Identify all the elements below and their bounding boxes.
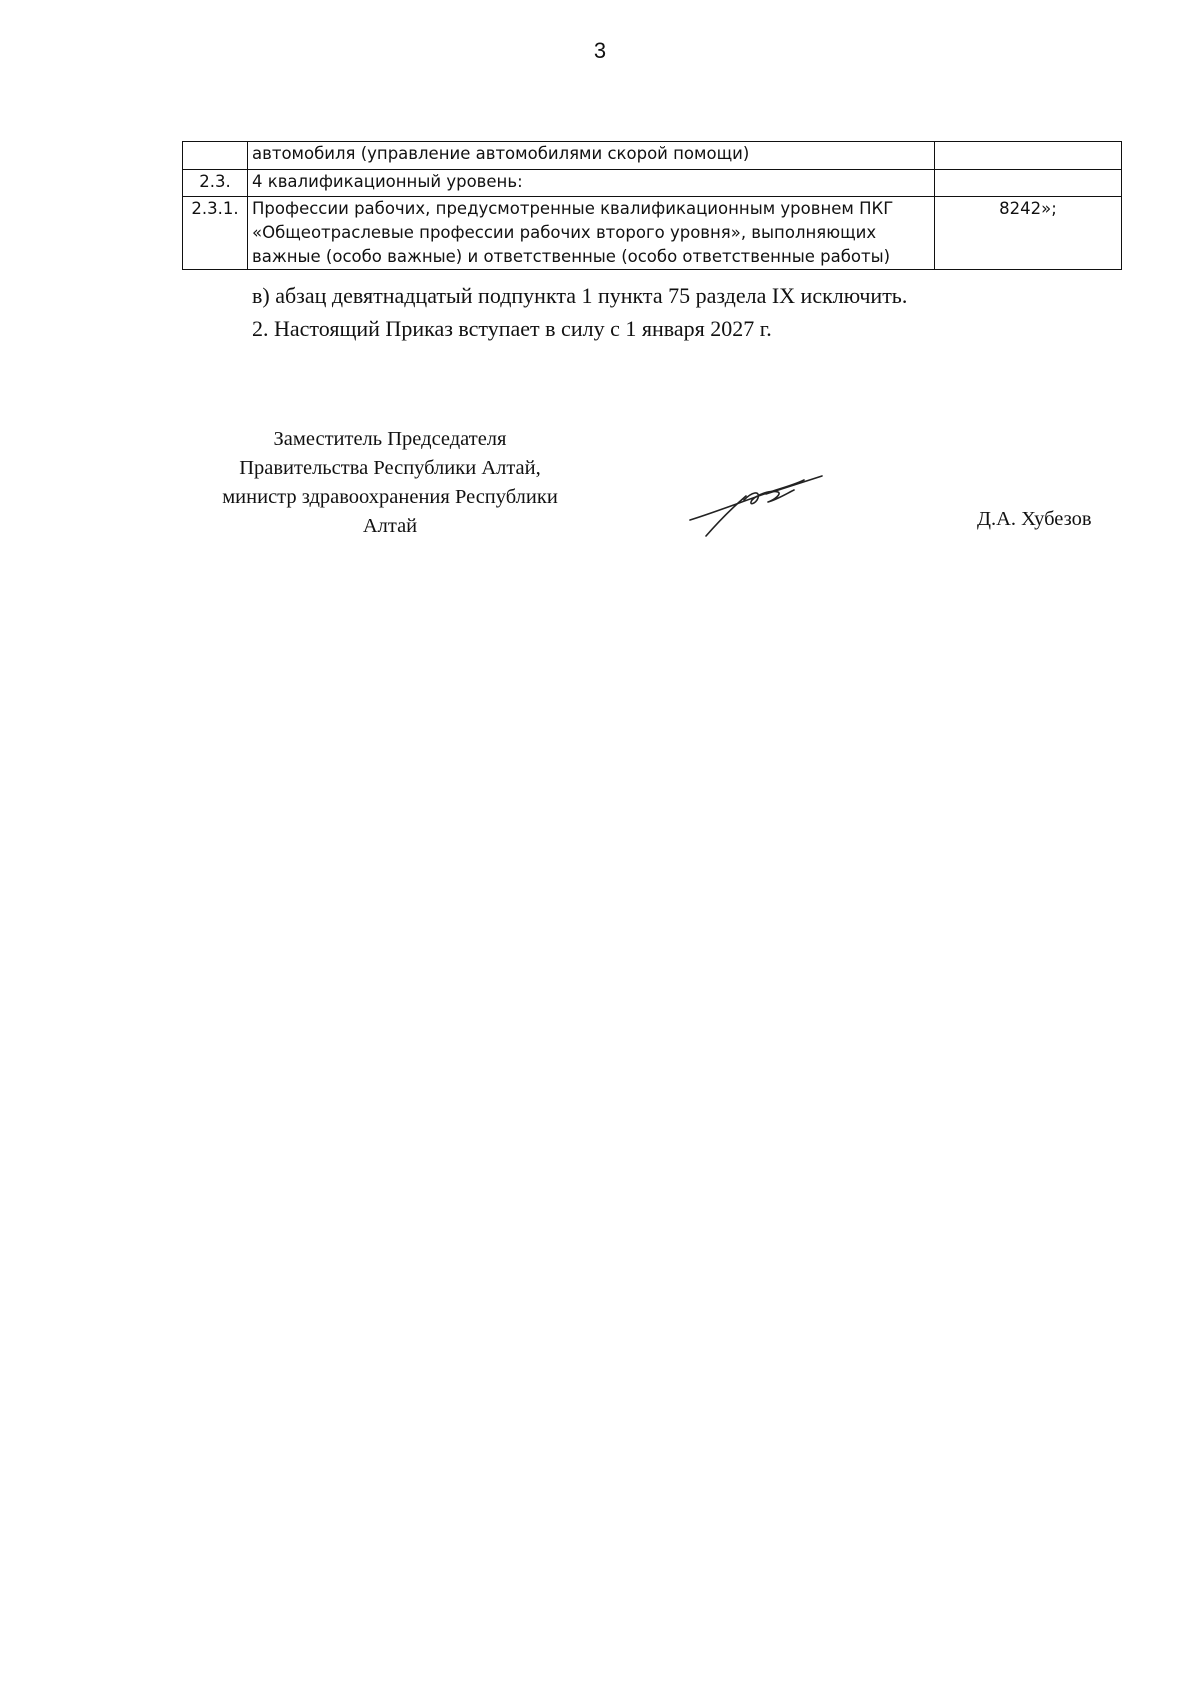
signer-name: Д.А. Хубезов — [977, 508, 1092, 530]
row-description: автомобиля (управление автомобилями скорой помощи) — [248, 142, 935, 170]
position-line: Заместитель Председателя — [273, 428, 507, 450]
position-line: министр здравоохранения Республики — [222, 486, 558, 508]
position-line: Правительства Республики Алтай, — [239, 457, 541, 479]
signatory-position — [180, 425, 600, 541]
paragraph-exclusion: в) абзац девятнадцатый подпункта 1 пункта 75 раздела IX исключить. — [252, 283, 908, 308]
handwritten-signature — [686, 470, 826, 540]
row-description: 4 квалификационный уровень: — [248, 170, 935, 197]
table-row — [183, 142, 1122, 170]
row-description: Профессии рабочих, предусмотренные квалификационным уровнем ПКГ «Общеотраслевые профессии рабочих второго уровня», выполняющих важные (особо важные) и ответственные (особо ответственные работы) — [248, 197, 935, 270]
row-code — [935, 142, 1122, 170]
table-row — [183, 170, 1122, 197]
page-number: 3 — [593, 38, 607, 63]
qualification-table — [182, 141, 1122, 270]
row-number: 2.3. — [183, 170, 248, 197]
table-row — [183, 197, 1122, 270]
paragraph-effective-date: 2. Настоящий Приказ вступает в силу с 1 января 2027 г. — [252, 316, 772, 341]
row-number: 2.3.1. — [183, 197, 248, 270]
row-number — [183, 142, 248, 170]
row-code: 8242»; — [935, 197, 1122, 270]
position-line: Алтай — [362, 515, 418, 537]
row-code — [935, 170, 1122, 197]
